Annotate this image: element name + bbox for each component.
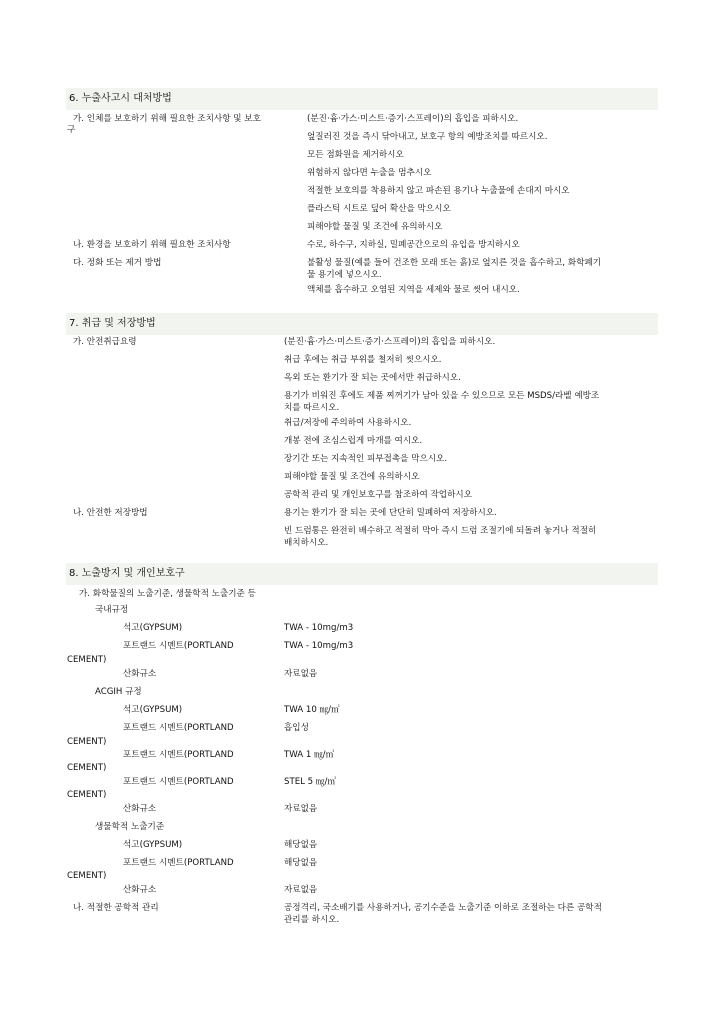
s6-a-item: 적절한 보호의를 착용하지 않고 파손된 용기나 누출물에 손대지 마시오 (307, 186, 570, 196)
section-6-heading: 6. 누출사고시 대처방법 (66, 88, 658, 110)
exposure-value: TWA - 10mg/m3 (284, 623, 354, 633)
exposure-value: TWA 10 ㎎/㎥ (284, 705, 340, 715)
s7-a-line: 취급/저장에 주의하여 사용하시오. (284, 418, 412, 428)
s7-a-line: 취급 후에는 취급 부위를 철저히 씻으시오. (284, 355, 442, 365)
s8-a-label: 가. 화학물질의 노출기준, 생물학적 노출기준 등 (79, 589, 256, 599)
exposure-substance-wrap: CEMENT) (67, 655, 107, 665)
s8-b-line: 공정격리, 국소배기를 사용하거나, 공기수준을 노출기준 이하로 조절하는 다른 공학적 (284, 903, 602, 913)
exposure-substance-wrap: CEMENT) (67, 871, 107, 881)
s6-c-item-wrap: 물 용기에 넣으시오. (307, 270, 382, 280)
section-7-heading: 7. 취급 및 저장방법 (66, 313, 658, 335)
s6-c-label: 다. 정화 또는 제거 방법 (73, 258, 162, 268)
s7-a-line: 피해야할 물질 및 조건에 유의하시오 (284, 472, 420, 482)
s6-c-item: 불활성 물질(예를 들어 건조한 모래 또는 흙)로 엎지른 것을 흡수하고, 화학폐기 (307, 258, 602, 268)
s6-b-item: 수로, 하수구, 지하실, 밀폐공간으로의 유입을 방지하시오 (307, 240, 520, 250)
s7-a-line: 용기가 비워진 후에도 제품 찌꺼기가 남아 있을 수 있으므로 모든 MSDS/라벨 예방조 (284, 391, 600, 401)
exposure-value: TWA 1 ㎎/㎥ (284, 750, 335, 760)
exposure-substance: 석고(GYPSUM) (123, 705, 183, 715)
s7-a-line: 장기간 또는 지속적인 피부접촉을 막으시오. (284, 454, 448, 464)
exposure-substance: 산화규소 (123, 669, 157, 679)
s8-b-line-wrap: 관리를 하시오. (284, 915, 340, 925)
exposure-value: TWA - 10mg/m3 (284, 641, 354, 651)
exposure-substance: 석고(GYPSUM) (123, 623, 183, 633)
s7-a-line-wrap: 치를 따르시오. (284, 403, 340, 413)
exposure-substance: 산화규소 (123, 885, 157, 895)
exposure-value: 해당없음 (284, 858, 318, 868)
exposure-substance-wrap: CEMENT) (67, 790, 107, 800)
exposure-substance: 석고(GYPSUM) (123, 840, 183, 850)
s6-a-label-wrap: 구 (67, 125, 76, 135)
exposure-substance: 포트랜드 시멘트(PORTLAND (123, 641, 234, 651)
s6-a-item: 모든 점화원을 제거하시오 (307, 150, 404, 160)
s7-b-line: 용기는 환기가 잘 되는 곳에 단단히 밀폐하여 저장하시오. (284, 508, 497, 518)
section-8-heading: 8. 노출방지 및 개인보호구 (66, 563, 658, 585)
s6-a-item: (분진·흄·가스·미스트·증기·스프레이)의 흡입을 피하시오. (307, 114, 519, 124)
s6-a-item: 플라스틱 시트로 덮어 확산을 막으시오 (307, 204, 451, 214)
exposure-substance: 포트랜드 시멘트(PORTLAND (123, 858, 234, 868)
s7-b-line-wrap: 배치하시오. (284, 538, 329, 548)
exposure-value: STEL 5 ㎎/㎥ (284, 777, 336, 787)
exposure-substance: 포트랜드 시멘트(PORTLAND (123, 750, 234, 760)
s7-a-line: 개봉 전에 조심스럽게 마개를 여시오. (284, 436, 423, 446)
exposure-value: 자료없음 (284, 885, 318, 895)
exposure-value: 자료없음 (284, 804, 318, 814)
s6-a-item: 위험하지 않다면 누출을 멈추시오 (307, 168, 432, 178)
s6-a-label: 가. 인체를 보호하기 위해 필요한 조치사항 및 보호 (73, 114, 261, 124)
exposure-substance: 포트랜드 시멘트(PORTLAND (123, 723, 234, 733)
s7-b-line: 빈 드럼통은 완전히 배수하고 적절히 막아 즉시 드럼 조절기에 되돌려 놓거나 적절히 (284, 526, 597, 536)
acgih-label: ACGIH 규정 (95, 687, 142, 697)
s7-a-line: 옥외 또는 환기가 잘 되는 곳에서만 취급하시오. (284, 373, 461, 383)
exposure-value: 해당없음 (284, 840, 318, 850)
exposure-substance: 포트랜드 시멘트(PORTLAND (123, 777, 234, 787)
bio-exposure-label: 생물학적 노출기준 (95, 822, 165, 832)
s7-b-label: 나. 안전한 저장방법 (73, 508, 148, 518)
s6-c-item: 액체를 흡수하고 오염된 지역을 세제와 물로 씻어 내시오. (307, 285, 520, 295)
exposure-substance-wrap: CEMENT) (67, 737, 107, 747)
exposure-substance-wrap: CEMENT) (67, 763, 107, 773)
exposure-value: 자료없음 (284, 669, 318, 679)
domestic-label: 국내규정 (95, 605, 129, 615)
s7-a-line: 공학적 관리 및 개인보호구를 참조하여 작업하시오 (284, 490, 472, 500)
exposure-substance: 산화규소 (123, 804, 157, 814)
s7-a-label: 가. 안전취급요령 (73, 337, 137, 347)
s8-b-label: 나. 적절한 공학적 관리 (73, 903, 159, 913)
s7-a-line: (분진·흄·가스·미스트·증기·스프레이)의 흡입을 피하시오. (284, 337, 496, 347)
s6-a-item: 피해야할 물질 및 조건에 유의하시오 (307, 222, 443, 232)
s6-b-label: 나. 환경을 보호하기 위해 필요한 조치사항 (73, 240, 231, 250)
s6-a-item: 엎질러진 것을 즉시 닦아내고, 보호구 항의 예방조치를 따르시오. (307, 132, 548, 142)
exposure-value: 흡입성 (284, 723, 309, 733)
